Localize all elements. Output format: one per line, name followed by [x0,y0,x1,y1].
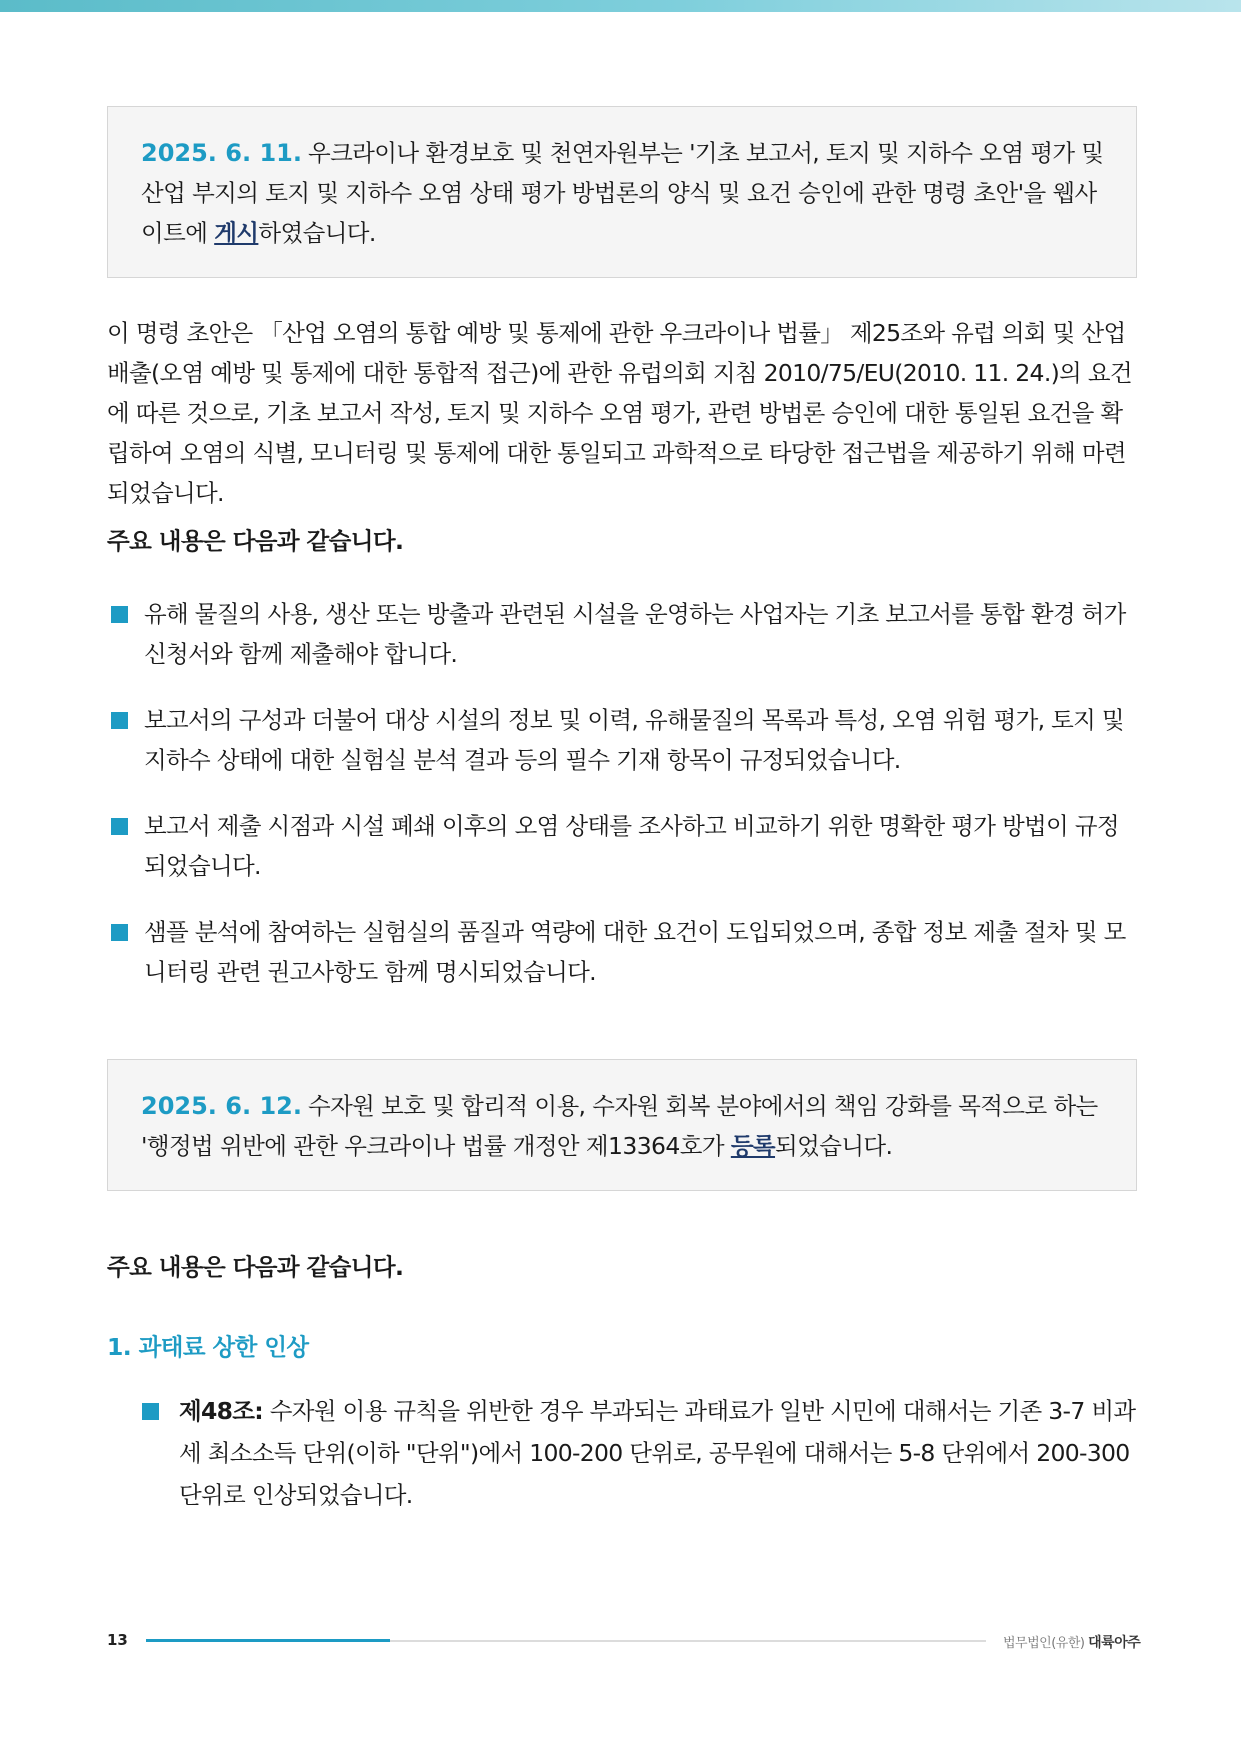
list-item [107,806,1137,886]
list-item-text: 샘플 분석에 참여하는 실험실의 품질과 역량에 대한 요건이 도입되었으며, 종합 정보 제출 절차 및 모니터링 관련 권고사항도 함께 명시되었습니다. [144,918,1126,986]
list-item [107,912,1137,992]
article-item [142,1390,1137,1516]
notice-2-date: 2025. 6. 12. [141,1092,302,1120]
brand-prefix: 법무법인(유한) [1003,1636,1085,1651]
square-bullet-icon [111,712,128,729]
footer-divider-accent [146,1639,390,1642]
notice-2-body-end: 되었습니다. [775,1132,893,1160]
article-text: 수자원 이용 규칙을 위반한 경우 부과되는 과태료가 일반 시민에 대해서는 기존 3-7 비과세 최소소득 단위(이하 "단위")에서 100-200 단위로, 공무원에 대해서는 5-8 단위에서 200-300 단위로 인상되었습니다. [179,1397,1136,1509]
notice-2-text [141,1086,1106,1166]
section-heading-2: 주요 내용은 다음과 같습니다. [107,1253,404,1281]
top-accent-bar [0,0,1241,12]
square-bullet-icon [142,1403,159,1420]
page-number: 13 [107,1631,128,1649]
notice-1-body-end: 하였습니다. [258,219,376,247]
article-label: 제48조: [179,1397,264,1425]
square-bullet-icon [111,924,128,941]
section-heading-1: 주요 내용은 다음과 같습니다. [107,527,404,555]
list-item-text: 보고서의 구성과 더불어 대상 시설의 정보 및 이력, 유해물질의 목록과 특성, 오염 위험 평가, 토지 및 지하수 상태에 대한 실험실 분석 결과 등의 필수 기재 항목이 규정되었습니다. [144,706,1124,774]
list-item-text: 유해 물질의 사용, 생산 또는 방출과 관련된 시설을 운영하는 사업자는 기초 보고서를 통합 환경 허가 신청서와 함께 제출해야 합니다. [144,600,1126,668]
notice-1-body: 우크라이나 환경보호 및 천연자원부는 '기초 보고서, 토지 및 지하수 오염 평가 및 산업 부지의 토지 및 지하수 오염 상태 평가 방법론의 양식 및 요건 승인에 관한 명령 초안'을 웹사이트에 [141,139,1104,247]
notice-2-body: 수자원 보호 및 합리적 이용, 수자원 회복 분야에서의 책임 강화를 목적으로 하는 '행정법 위반에 관한 우크라이나 법률 개정안 제13364호가 [141,1092,1098,1160]
intro-paragraph: 이 명령 초안은 「산업 오염의 통합 예방 및 통제에 관한 우크라이나 법률」 제25조와 유럽 의회 및 산업 배출(오염 예방 및 통제에 대한 통합적 접근)에 관한 유럽의회 지침 2010/75/EU(2010. 11. 24.)의 요건에 따른 것으로, 기초 보고서 작성, 토지 및 지하수 오염 평가, 관련 방법론 승인에 대한 통일된 요건을 확립하여 오염의 식별, 모니터링 및 통제에 대한 통일되고 과학적으로 타당한 접근법을 제공하기 위해 마련되었습니다. [107,319,1132,507]
footer-brand [1003,1632,1140,1652]
square-bullet-icon [111,818,128,835]
key-points-list [107,594,1137,1018]
subsection-heading: 1. 과태료 상한 인상 [107,1333,309,1361]
notice-1-date: 2025. 6. 11. [141,139,302,167]
list-item-text: 보고서 제출 시점과 시설 폐쇄 이후의 오염 상태를 조사하고 비교하기 위한 명확한 평가 방법이 규정되었습니다. [144,812,1119,880]
brand-name: 대륙아주 [1088,1635,1141,1651]
notice-2-link[interactable]: 등록 [730,1132,776,1160]
notice-box-2 [107,1059,1137,1191]
notice-1-text [141,133,1106,253]
list-item [107,594,1137,674]
list-item [107,700,1137,780]
notice-box-1 [107,106,1137,278]
square-bullet-icon [111,606,128,623]
notice-1-link[interactable]: 게시 [214,219,259,247]
